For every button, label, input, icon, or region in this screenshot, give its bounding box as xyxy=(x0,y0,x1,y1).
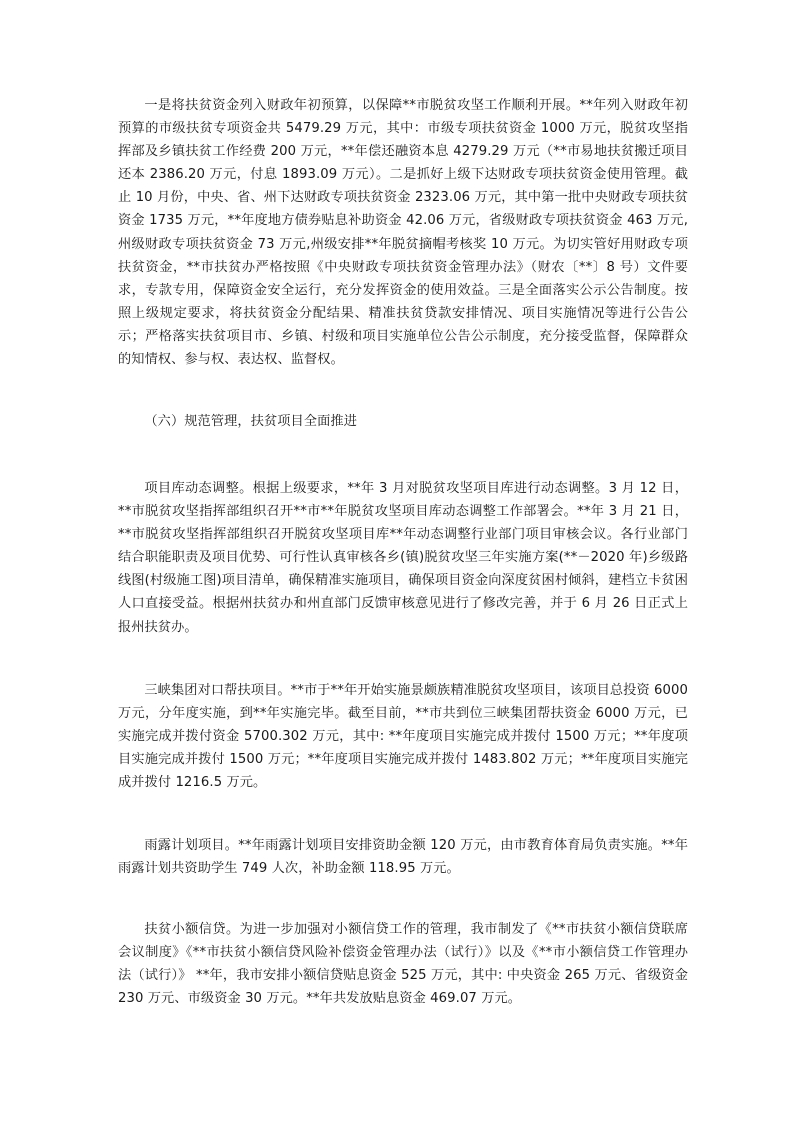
paragraph-microcredit: 扶贫小额信贷。为进一步加强对小额信贷工作的管理，我市制发了《**市扶贫小额信贷联席会议制度》《**市扶贫小额信贷风险补偿资金管理办法（试行）》以及《**市小额信贷工作管理办法（试行）》 **年，我市安排小额信贷贴息资金 525 万元，其中: 中央资金 265 万元、省级资金 230 万元、市级资金 30 万元。**年共发放贴息资金 469.07 万元。 xyxy=(118,922,688,1007)
paragraph-fund-budget: 一是将扶贫资金列入财政年初预算，以保障**市脱贫攻坚工作顺利开展。**年列入财政年初预算的市级扶贫专项资金共 5479.29 万元，其中：市级专项扶贫资金 1000 万元，脱贫攻坚指挥部及乡镇扶贫工作经费 200 万元，**年偿还融资本息 4279.29 万元（**市易地扶贫搬迁项目还本 2386.20 万元，付息 1893.09 万元）。二是抓好上级下达财政专项扶贫资金使用管理。截止 10 月份，中央、省、州下达财政专项扶贫资金 2323.06 万元，其中第一批中央财政专项扶贫资金 1735 万元，**年度地方债券贴息补助资金 42.06 万元，省级财政专项扶贫资金 463 万元,州级财政专项扶贫资金 73 万元,州级安排**年脱贫摘帽考核奖 10 万元。为切实管好用财政专项扶贫资金，**市扶贫办严格按照《中央财政专项扶贫资金管理办法》（财农〔**〕8 号）文件要求，专款专用，保障资金安全运行，充分发挥资金的使用效益。三是全面落实公示公告制度。按照上级规定要求，将扶贫资金分配结果、精准扶贫贷款安排情况、项目实施情况等进行公告公示；严格落实扶贫项目市、乡镇、村级和项目实施单位公告公示制度，充分接受监督，保障群众的知情权、参与权、表达权、监督权。 xyxy=(118,98,688,368)
paragraph-project-library: 项目库动态调整。根据上级要求，**年 3 月对脱贫攻坚项目库进行动态调整。3 月 12 日，**市脱贫攻坚指挥部组织召开**市**年脱贫攻坚项目库动态调整工作部署会。**年 3 月 21 日，**市脱贫攻坚指挥部组织召开脱贫攻坚项目库**年动态调整行业部门项目审核会议。各行业部门结合职能职责及项目优势、可行性认真审核各乡(镇)脱贫攻坚三年实施方案(**－2020 年)乡级路线图(村级施工图)项目清单，确保精准实施项目，确保项目资金向深度贫困村倾斜，建档立卡贫困人口直接受益。根据州扶贫办和州直部门反馈审核意见进行了修改完善，并于 6 月 26 日正式上报州扶贫办。 xyxy=(118,481,688,635)
section-heading-project-management: （六）规范管理，扶贫项目全面推进 xyxy=(144,414,357,429)
paragraph-yulu-plan: 雨露计划项目。**年雨露计划项目安排资助金额 120 万元，由市教育体育局负责实施。**年雨露计划共资助学生 749 人次，补助金额 118.95 万元。 xyxy=(118,838,688,877)
paragraph-three-gorges: 三峡集团对口帮扶项目。**市于**年开始实施景颇族精准脱贫攻坚项目，该项目总投资 6000 万元，分年度实施，到**年实施完毕。截至目前，**市共到位三峡集团帮扶资金 6000 万元，已实施完成并拨付资金 5700.302 万元，其中: **年度项目实施完成并拨付 1500 万元；**年度项目实施完成并拨付 1500 万元；**年度项目实施完成并拨付 1483.802 万元；**年度项目实施完成并拨付 1216.5 万元。 xyxy=(118,683,688,791)
